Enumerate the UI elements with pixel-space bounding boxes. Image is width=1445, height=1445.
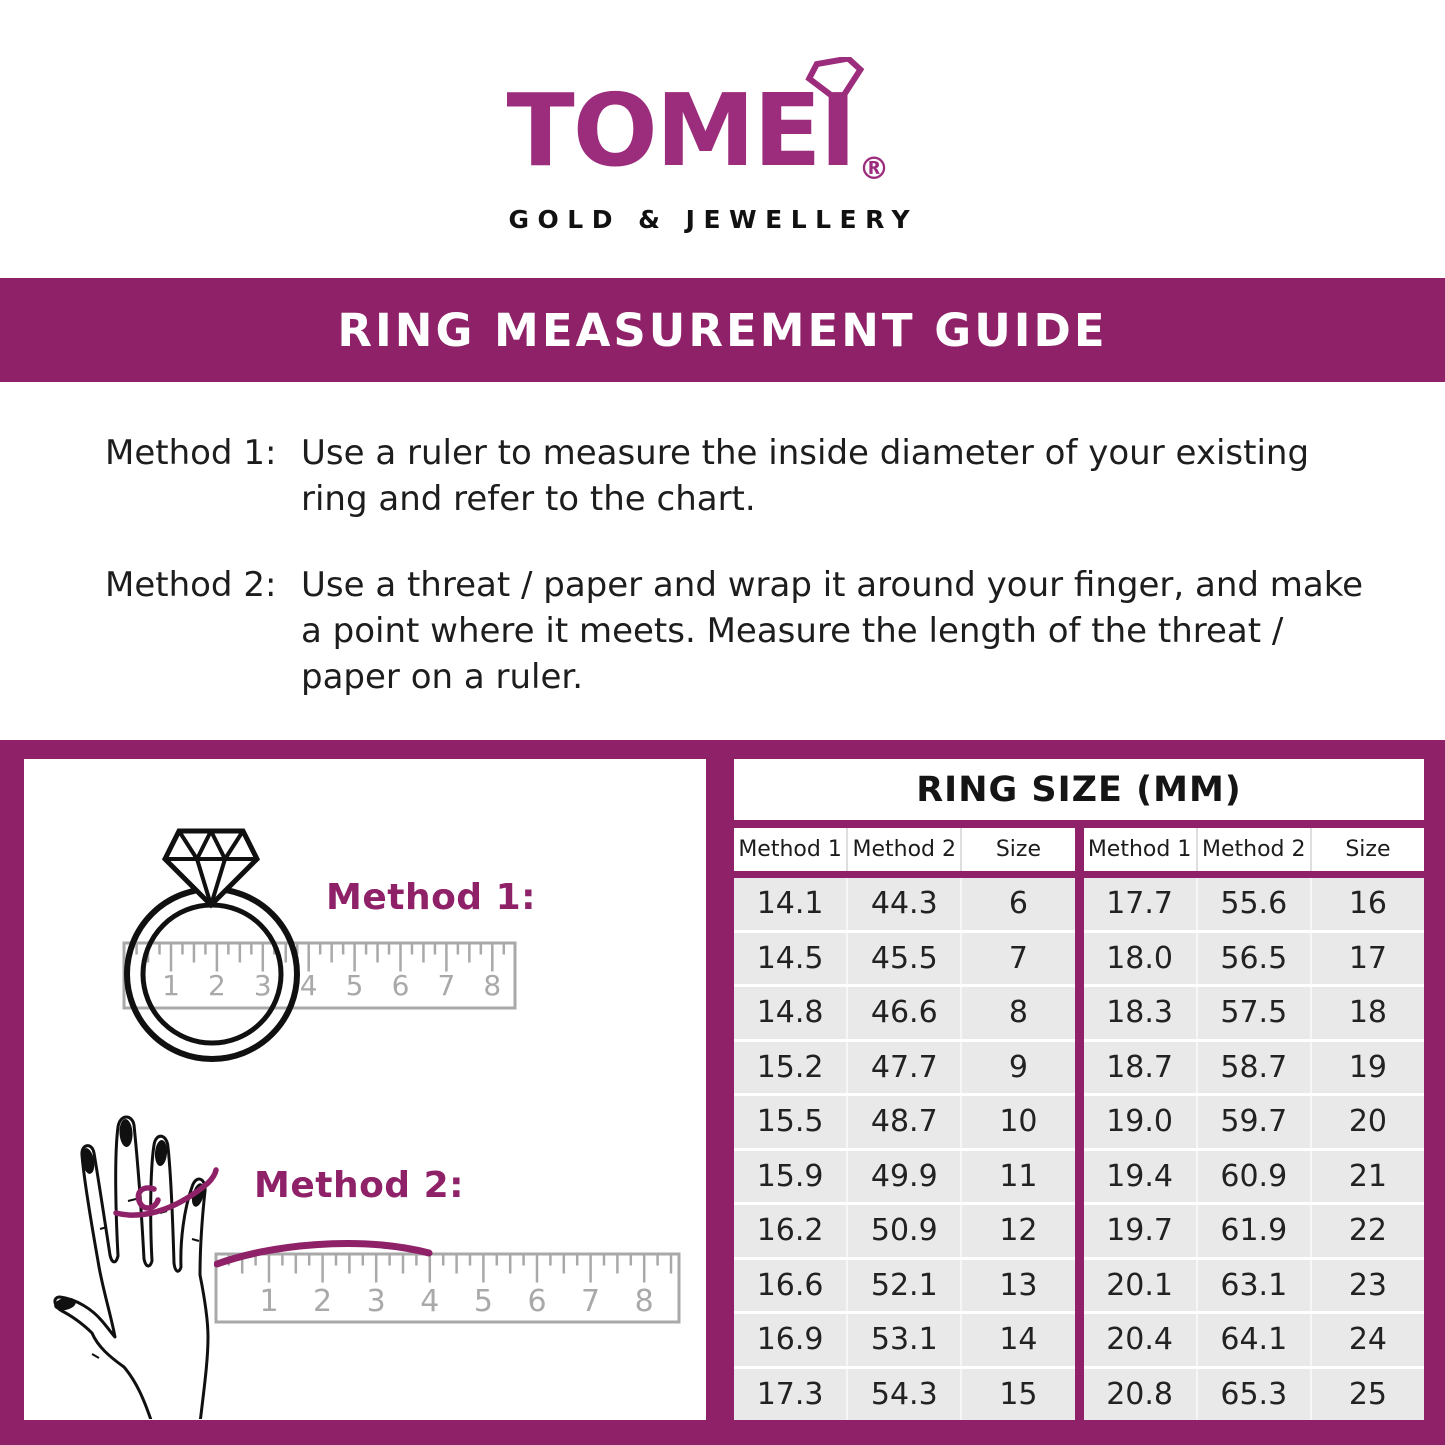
cell-method1: 20.8	[1084, 1369, 1196, 1421]
svg-text:4: 4	[299, 969, 318, 1002]
cell-method1: 20.4	[1084, 1314, 1196, 1366]
table-row	[1084, 1366, 1425, 1421]
table-row	[734, 1257, 1075, 1312]
table-row	[1084, 878, 1425, 930]
cell-method2: 65.3	[1196, 1369, 1310, 1421]
cell-method2: 53.1	[846, 1314, 960, 1366]
cell-size: 22	[1310, 1205, 1424, 1257]
cell-method1: 20.1	[1084, 1260, 1196, 1312]
subtable-left-body	[734, 878, 1075, 1420]
cell-size: 15	[960, 1369, 1074, 1421]
table-row	[734, 1311, 1075, 1366]
cell-method2: 54.3	[846, 1369, 960, 1421]
svg-text:5: 5	[473, 1284, 493, 1319]
svg-text:8: 8	[483, 969, 502, 1002]
subtable-right-body	[1084, 878, 1425, 1420]
cell-method1: 16.2	[734, 1205, 846, 1257]
cell-method1: 16.6	[734, 1260, 846, 1312]
cell-method1: 14.8	[734, 987, 846, 1039]
cell-method2: 59.7	[1196, 1096, 1310, 1148]
table-row	[1084, 1257, 1425, 1312]
column-header: Method 1	[738, 837, 842, 862]
subtable-right-header	[1084, 828, 1425, 871]
cell-method1: 18.7	[1084, 1042, 1196, 1094]
illustration-method-2-label: Method 2:	[254, 1165, 465, 1206]
svg-text:3: 3	[253, 969, 272, 1002]
method-instructions	[105, 430, 1395, 700]
cell-method2: 63.1	[1196, 1260, 1310, 1312]
brand-name: TOMEI	[506, 72, 855, 189]
cell-method2: 57.5	[1196, 987, 1310, 1039]
svg-text:1: 1	[162, 969, 180, 1002]
column-header: Method 2	[846, 828, 960, 871]
cell-method1: 17.3	[734, 1369, 846, 1421]
cell-size: 7	[960, 933, 1074, 985]
subtable-sizes-16-25	[1084, 828, 1425, 1420]
table-row	[734, 984, 1075, 1039]
cell-method1: 19.7	[1084, 1205, 1196, 1257]
cell-method2: 48.7	[846, 1096, 960, 1148]
table-row	[1084, 984, 1425, 1039]
cell-size: 25	[1310, 1369, 1424, 1421]
method-2-instruction	[105, 562, 1395, 700]
cell-size: 20	[1310, 1096, 1424, 1148]
cell-size: 16	[1310, 878, 1424, 930]
table-row	[1084, 1039, 1425, 1094]
cell-size: 8	[960, 987, 1074, 1039]
cell-size: 6	[960, 878, 1074, 930]
table-row	[734, 1093, 1075, 1148]
table-title: RING SIZE (MM)	[734, 759, 1424, 820]
title-banner	[0, 278, 1445, 382]
cell-method1: 15.5	[734, 1096, 846, 1148]
cell-method1: 18.3	[1084, 987, 1196, 1039]
table-row	[734, 1202, 1075, 1257]
cell-method2: 58.7	[1196, 1042, 1310, 1094]
cell-method2: 55.6	[1196, 878, 1310, 930]
cell-method2: 52.1	[846, 1260, 960, 1312]
method-1-label: Method 1:	[105, 433, 277, 473]
svg-text:2: 2	[207, 969, 226, 1002]
cell-method1: 16.9	[734, 1314, 846, 1366]
column-header: Method 1	[1087, 837, 1192, 862]
table-row	[734, 930, 1075, 985]
svg-text:4: 4	[420, 1284, 440, 1319]
cell-method1: 18.0	[1084, 933, 1196, 985]
svg-text:1: 1	[259, 1284, 279, 1319]
cell-method2: 60.9	[1196, 1151, 1310, 1203]
illustration-method-1-label: Method 1:	[326, 877, 537, 918]
cell-method2: 45.5	[846, 933, 960, 985]
table-row	[1084, 1148, 1425, 1203]
illustrations-box	[24, 759, 706, 1420]
cell-method2: 50.9	[846, 1205, 960, 1257]
cell-method2: 49.9	[846, 1151, 960, 1203]
thread-on-ruler-illustration	[214, 1217, 681, 1324]
table-row	[734, 1366, 1075, 1421]
svg-text:8: 8	[634, 1284, 654, 1319]
cell-method2: 64.1	[1196, 1314, 1310, 1366]
svg-text:7: 7	[581, 1284, 601, 1319]
svg-text:7: 7	[437, 969, 456, 1002]
cell-size: 24	[1310, 1314, 1424, 1366]
cell-size: 19	[1310, 1042, 1424, 1094]
cell-method1: 19.4	[1084, 1151, 1196, 1203]
ring-on-ruler-illustration	[84, 819, 544, 1109]
cell-size: 10	[960, 1096, 1074, 1148]
cell-method2: 56.5	[1196, 933, 1310, 985]
registered-trademark-icon: ®	[858, 151, 890, 187]
cell-method1: 15.2	[734, 1042, 846, 1094]
cell-size: 18	[1310, 987, 1424, 1039]
cell-size: 21	[1310, 1151, 1424, 1203]
cell-size: 9	[960, 1042, 1074, 1094]
svg-text:6: 6	[391, 969, 410, 1002]
cell-method1: 17.7	[1084, 878, 1196, 930]
logo-area	[0, 55, 1445, 240]
brand-tagline: GOLD & JEWELLERY	[508, 205, 919, 234]
size-subtables	[734, 828, 1424, 1420]
subtable-sizes-6-15	[734, 828, 1075, 1420]
cell-method2: 61.9	[1196, 1205, 1310, 1257]
table-row	[1084, 1093, 1425, 1148]
cell-size: 12	[960, 1205, 1074, 1257]
cell-method2: 44.3	[846, 878, 960, 930]
cell-size: 11	[960, 1151, 1074, 1203]
cell-size: 17	[1310, 933, 1424, 985]
ring-size-table	[734, 759, 1424, 1420]
column-header: Size	[960, 828, 1074, 871]
guide-panel	[0, 740, 1445, 1445]
table-row	[734, 1039, 1075, 1094]
cell-method2: 47.7	[846, 1042, 960, 1094]
column-header: Size	[1310, 828, 1424, 871]
table-row	[1084, 1202, 1425, 1257]
column-header: Method 2	[1196, 828, 1310, 871]
table-row	[734, 1148, 1075, 1203]
cell-method1: 14.1	[734, 878, 846, 930]
cell-method1: 15.9	[734, 1151, 846, 1203]
cell-method1: 14.5	[734, 933, 846, 985]
svg-text:6: 6	[527, 1284, 547, 1319]
table-row	[1084, 1311, 1425, 1366]
table-row	[1084, 930, 1425, 985]
svg-text:2: 2	[313, 1284, 333, 1319]
svg-text:5: 5	[345, 969, 364, 1002]
cell-method1: 19.0	[1084, 1096, 1196, 1148]
brand-logo	[507, 55, 939, 240]
method-1-instruction	[105, 430, 1395, 522]
cell-size: 14	[960, 1314, 1074, 1366]
cell-size: 13	[960, 1260, 1074, 1312]
table-row	[734, 878, 1075, 930]
subtable-left-header	[734, 828, 1075, 871]
svg-text:3: 3	[366, 1284, 386, 1319]
cell-method2: 46.6	[846, 987, 960, 1039]
method-1-text: Use a ruler to measure the inside diameter of your existing ring and refer to the chart.	[301, 433, 1310, 519]
method-2-label: Method 2:	[105, 565, 277, 605]
page-title: RING MEASUREMENT GUIDE	[337, 303, 1108, 357]
method-2-text: Use a threat / paper and wrap it around your finger, and make a point where it meets. Measure the length of the threat / paper on a ruler.	[301, 565, 1364, 697]
cell-size: 23	[1310, 1260, 1424, 1312]
